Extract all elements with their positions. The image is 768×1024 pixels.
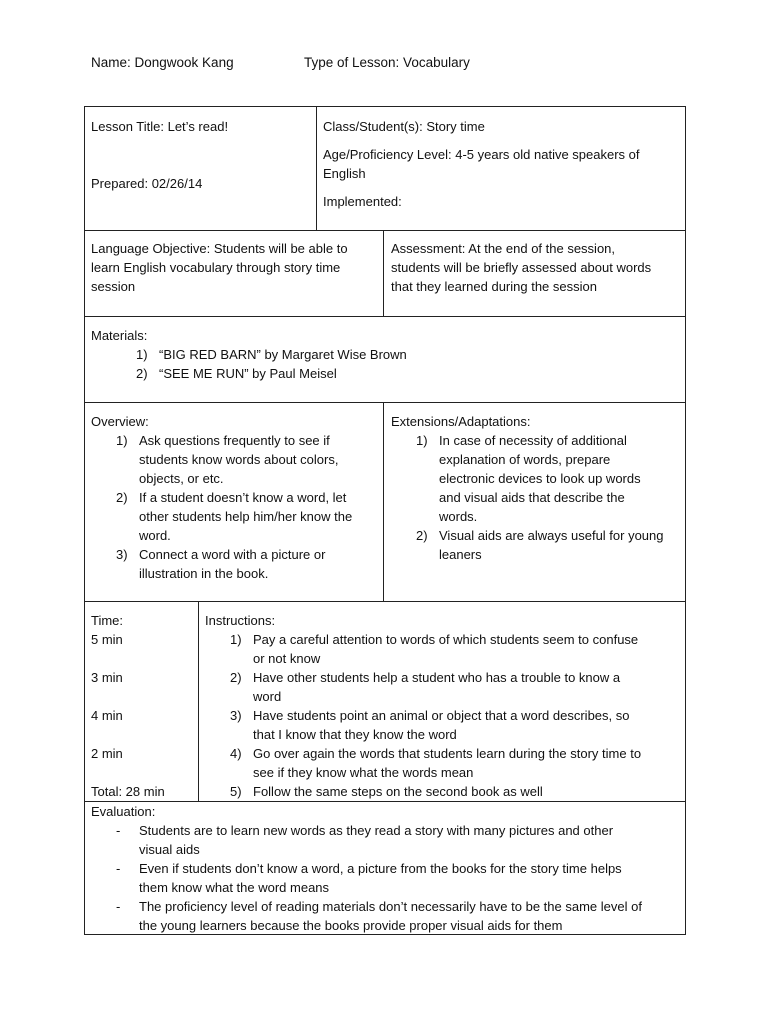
list-item: 4) Go over again the words that students learn during the story time to see if they know what the words mean — [230, 746, 642, 780]
age-proficiency-line1: Age/Proficiency Level: 4-5 years old native speakers of — [323, 147, 640, 162]
assessment-cell — [383, 230, 686, 317]
evaluation-list — [116, 821, 681, 935]
list-item: 1) In case of necessity of additional explanation of words, prepare electronic devices to look up words and visual aids that describe the words. — [416, 433, 641, 524]
materials-label: Materials: — [91, 328, 148, 343]
evaluation-cell — [84, 801, 686, 935]
list-item: 5) Follow the same steps on the second book as well — [230, 784, 543, 799]
time-entry: 2 min — [91, 746, 123, 761]
time-label: Time: — [91, 613, 124, 628]
assessment: Assessment: At the end of the session, students will be briefly assessed about words that they learned during the session — [391, 241, 652, 294]
list-item: 2) Have other students help a student who has a trouble to know a word — [230, 670, 621, 704]
language-objective: Language Objective: Students will be able to learn English vocabulary through story time session — [91, 241, 348, 294]
student-name: Name: Dongwook Kang — [91, 55, 234, 70]
list-item: - The proficiency level of reading materials don’t necessarily have to be the same level of the young learners because the books provide proper visual aids for them — [116, 899, 642, 933]
list-item: - Even if students don’t know a word, a picture from the books for the story time helps them know what the word means — [116, 861, 622, 895]
list-item: 3) Have students point an animal or object that a word describes, so that I know that they know the word — [230, 708, 630, 742]
extensions-label: Extensions/Adaptations: — [391, 414, 531, 429]
list-item: 2) Visual aids are always useful for young leaners — [416, 528, 664, 562]
time-cell — [84, 601, 199, 802]
time-total: Total: 28 min — [91, 784, 165, 799]
lesson-title: Lesson Title: Let’s read! — [91, 119, 229, 134]
time-entry: 4 min — [91, 708, 123, 723]
list-item: - Students are to learn new words as they read a story with many pictures and other visual aids — [116, 823, 614, 857]
class-info-cell — [316, 106, 686, 231]
lesson-title-cell — [84, 106, 317, 231]
extensions-cell — [383, 402, 686, 602]
list-item: 1) Ask questions frequently to see if students know words about colors, objects, or etc. — [116, 433, 339, 486]
implemented: Implemented: — [323, 194, 402, 209]
time-entry: 5 min — [91, 632, 123, 647]
language-objective-cell — [84, 230, 384, 317]
extensions-list — [416, 431, 681, 564]
list-item: 2) “SEE ME RUN” by Paul Meisel — [136, 366, 337, 381]
instructions-list — [230, 630, 680, 801]
overview-list — [116, 431, 376, 583]
lesson-type: Type of Lesson: Vocabulary — [304, 55, 470, 70]
evaluation-label: Evaluation: — [91, 804, 156, 819]
age-proficiency-line2: English — [323, 166, 366, 181]
materials-list — [136, 345, 656, 383]
instructions-label: Instructions: — [205, 613, 276, 628]
instructions-cell — [198, 601, 686, 802]
prepared-date: Prepared: 02/26/14 — [91, 176, 203, 191]
list-item: 1) “BIG RED BARN” by Margaret Wise Brown — [136, 347, 407, 362]
materials-cell — [84, 316, 686, 403]
list-item: 3) Connect a word with a picture or illustration in the book. — [116, 547, 326, 581]
overview-label: Overview: — [91, 414, 149, 429]
list-item: 2) If a student doesn’t know a word, let other students help him/her know the word. — [116, 490, 353, 543]
time-entry: 3 min — [91, 670, 123, 685]
list-item: 1) Pay a careful attention to words of which students seem to confuse or not know — [230, 632, 639, 666]
class-students: Class/Student(s): Story time — [323, 119, 485, 134]
overview-cell — [84, 402, 384, 602]
